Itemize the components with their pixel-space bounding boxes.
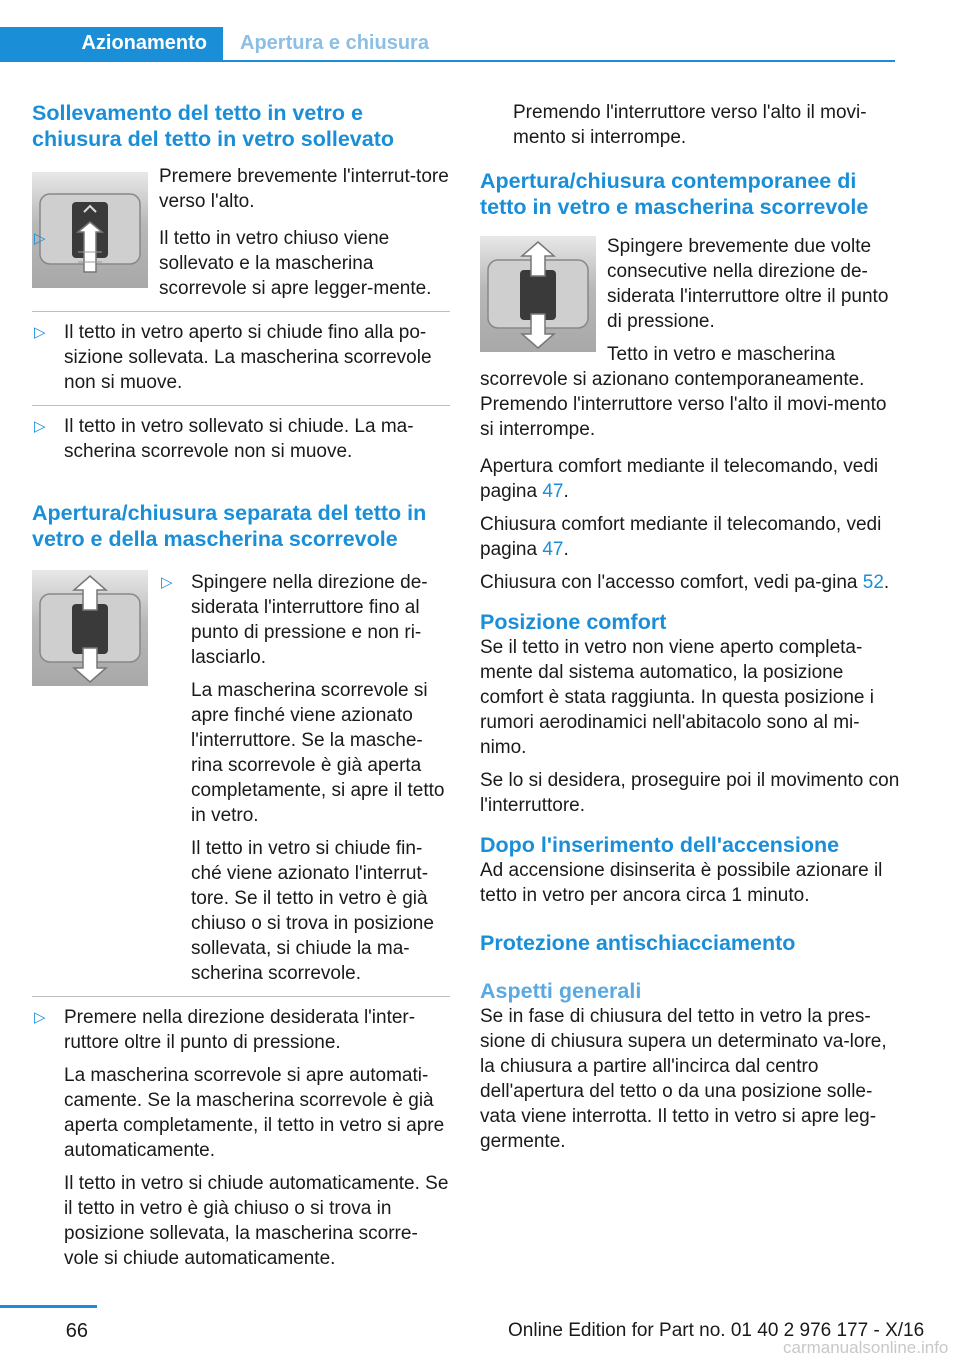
watermark: carmanualsonline.info [783, 1338, 949, 1357]
page-link-52[interactable]: 52 [862, 572, 884, 593]
tab-azionamento[interactable]: Azionamento [0, 27, 223, 60]
paragraph-contemporaneamente: Tetto in vetro e mascherina scorrevole si azionano contemporaneamente. Premendo l'interruttore verso l'alto il movi-mento si interrompe. [480, 344, 887, 440]
bullet-item-1: ▷ Il tetto in vetro chiuso viene sollevato e la mascherina scorrevole si apre legger-mente. [34, 228, 432, 299]
bullet-item-4: ▷ Spingere nella direzione de-siderata l'interruttore fino al punto di pressione e non ri-lasciarlo. La mascherina scorrevole si apre finché viene azionato l'interruttore. Se la masche-rina scorrevole è già aperta completamente, si apre il tetto in vetro. Il tetto in vetro si chiude fin-ché viene azionato l'interrut-tore. Se il tetto in vetro è già chiuso o si trova in posizione sollevata, si chiude la ma-scherina scorrevole. [161, 572, 445, 984]
header-rule [0, 60, 895, 62]
heading-apertura-separata: Apertura/chiusura separata del tetto in vetro e della mascherina scorrevole [32, 501, 427, 551]
page-link-47[interactable]: 47 [542, 481, 564, 502]
heading-posizione-comfort: Posizione comfort [480, 610, 667, 634]
bullet-item-5: ▷ Premere nella direzione desiderata l'inter-ruttore oltre il punto di pressione. La mascherina scorrevole si apre automati-camente. Se la mascherina scorrevole è già aperta completamente, il tetto in vetro si apre automaticamente. Il tetto in vetro si chiude automaticamente. Se il tetto in vetro è già chiuso o si trova in posizione sollevata, la mascherina scorre-vole si chiude automaticamente. [32, 996, 450, 1271]
paragraph-interruzione: Premendo l'interruttore verso l'alto il movi-mento si interrompe. [513, 102, 867, 148]
figure-block-2 [32, 570, 450, 986]
bullet-item-2: ▷ Il tetto in vetro aperto si chiude fino alla po-sizione sollevata. La mascherina scorrevole non si muove. [32, 311, 450, 395]
triangle-right-icon: ▷ [34, 230, 46, 247]
page-link-47[interactable]: 47 [542, 539, 564, 560]
paragraph-posizione-comfort: Se il tetto in vetro non viene aperto completa-mente dal sistema automatico, la posizione comfort è stata raggiunta. In questa posizione i rumori aerodinamici nell'abitacolo sono al mi-nimo. [480, 637, 874, 758]
switch-updown-figure [32, 570, 148, 686]
paragraph-aspetti-generali: Se in fase di chiusura del tetto in vetro la pres-sione di chiusura supera un determinato va-lore, la chiusura a partire all'incirca dal centro dell'apertura del tetto o da una posizione solle-vata viene interrotta. Il tetto in vetro si apre leg-germente. [480, 1006, 887, 1152]
heading-contemporanee: Apertura/chiusura contemporanee di tetto in vetro e mascherina scorrevole [480, 169, 869, 219]
heading-protezione: Protezione antischiacciamento [480, 931, 796, 955]
heading-dopo-accensione: Dopo l'inserimento dell'accensione [480, 833, 840, 857]
figure-block-1 [32, 164, 450, 301]
paragraph-chiusura-comfort: Chiusura comfort mediante il telecomando, vedi pagina 47. [480, 514, 882, 560]
bullet-item-3: ▷ Il tetto in vetro sollevato si chiude. La ma-scherina scorrevole non si muove. [32, 405, 450, 464]
paragraph-premere: Premere brevemente l'interrut-tore verso l'alto. [159, 166, 449, 212]
heading-sollevamento: Sollevamento del tetto in vetro e chiusura del tetto in vetro sollevato [32, 101, 394, 151]
paragraph-accesso-comfort: Chiusura con l'accesso comfort, vedi pa-gina 52. [480, 572, 890, 593]
right-column [480, 100, 900, 1154]
left-column [32, 100, 450, 1271]
footer-edition: Online Edition for Part no. 01 40 2 976 177 - X/16 [508, 1320, 925, 1341]
page-number: 66 [65, 1320, 88, 1342]
triangle-right-icon: ▷ [34, 324, 46, 341]
paragraph-apertura-comfort: Apertura comfort mediante il telecomando, vedi pagina 47. [480, 456, 879, 502]
paragraph-spingere-due-volte: Spingere brevemente due volte consecutive nella direzione de-siderata l'interruttore oltre il punto di pressione. [607, 236, 889, 332]
heading-aspetti-generali: Aspetti generali [480, 979, 642, 1003]
tab-apertura-chiusura[interactable]: Apertura e chiusura [240, 32, 429, 54]
switch-updown-figure-2 [480, 236, 596, 352]
paragraph-proseguire: Se lo si desidera, proseguire poi il movimento con l'interruttore. [480, 770, 900, 816]
triangle-right-icon: ▷ [161, 574, 173, 591]
footer-rule [0, 1305, 97, 1308]
triangle-right-icon: ▷ [34, 1009, 46, 1026]
paragraph-accensione: Ad accensione disinserita è possibile azionare il tetto in vetro per ancora circa 1 minuto. [480, 860, 883, 906]
triangle-right-icon: ▷ [34, 418, 46, 435]
figure-block-3 [480, 234, 900, 442]
